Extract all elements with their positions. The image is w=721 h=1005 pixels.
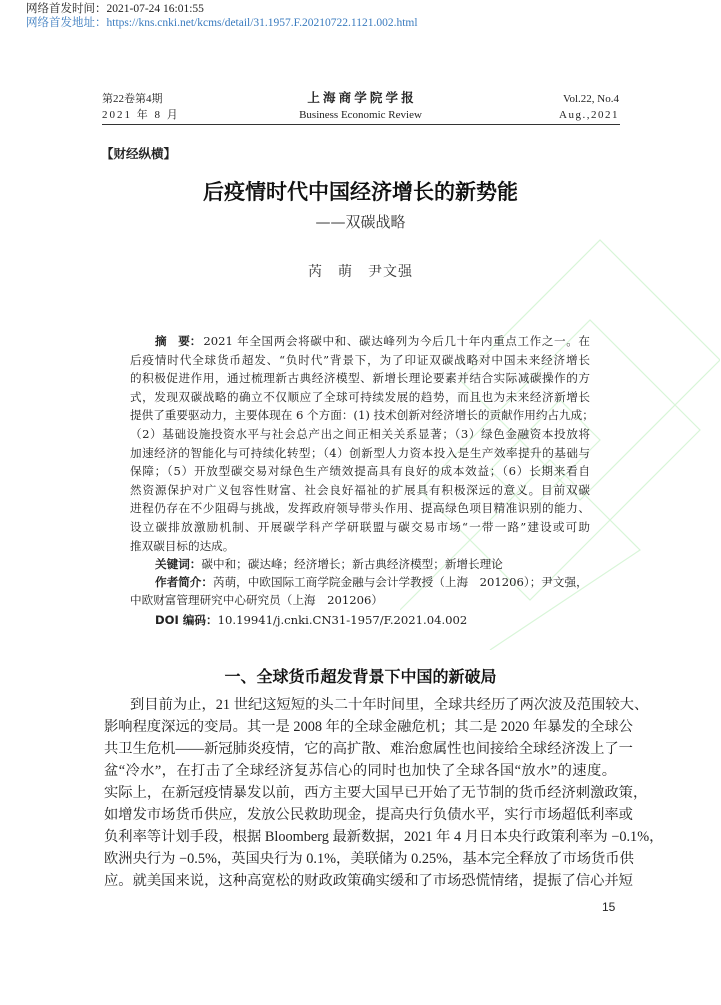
volume-en: Vol.22, No.4 [562, 93, 619, 105]
body-line: 如增发市场货币供应，发放公民救助现金，提高央行负债水平，实行市场超低利率或 [104, 807, 633, 823]
doi-label: DOI 编码： [155, 613, 218, 627]
abstract-line: 提供了重要驱动力，主要体现在 6 个方面：(1) 技术创新对经济增长的贡献作用约占九成； [130, 408, 594, 423]
online-publish-url [26, 16, 418, 30]
volume-cn: 第22卷第4期 [102, 93, 163, 105]
abstract-line: 加速经济的智能化与可持续化转型；（4）创新型人力资本投入是生产效率提升的基础与 [130, 445, 590, 460]
url-link[interactable]: https://kns.cnki.net/kcms/detail/31.1957.F.20210722.1121.002.html [106, 17, 418, 29]
body-line: 实际上，在新冠疫情暴发以前，西方主要大国早已开始了无节制的货币经济刺激政策， [104, 785, 648, 801]
article-title: 后疫情时代中国经济增长的新势能 [203, 180, 518, 204]
abstract-line: 设立碳排放激励机制、开展碳学科产学研联盟与碳交易市场“一带一路”建设或可助 [130, 520, 590, 534]
abstract-first-line [155, 334, 590, 348]
abstract-line: 然资源保护对广义包容性财富、社会良好福祉的扩展具有积极深远的意义。目前双碳 [130, 482, 590, 497]
abstract-line: （2）基础设施投资水平与社会总产出之间正相关关系显著；（3）绿色金融资本投放将 [130, 427, 590, 441]
page-number: 15 [602, 900, 616, 914]
abstract-line: 2021 年全国两会将碳中和、碳达峰列为今后几十年内重点工作之一。在 [203, 334, 590, 348]
doi-value[interactable]: 10.19941/j.cnki.CN31-1957/F.2021.04.002 [217, 613, 468, 627]
author-intro [155, 575, 588, 589]
date-cn: 2021 年 8 月 [102, 109, 180, 121]
time-value: 2021-07-24 16:01:55 [106, 3, 204, 15]
abstract-label: 摘 要： [155, 334, 202, 348]
body-line: 应。就美国来说，这种高宽松的财政政策确实缓和了市场恐慌情绪，提振了信心并短 [104, 873, 633, 889]
doi [155, 613, 467, 627]
column-tag: 【财经纵横】 [101, 146, 177, 161]
abstract-line: 的积极促进作用，通过梳理新古典经济模型、新增长理论要素并结合实际减碳操作的方 [130, 371, 590, 386]
body-line: 到目前为止，21 世纪这短短的头二十年时间里，全球共经历了两次波及范围较大、 [130, 697, 649, 713]
body-line: 欧洲央行为 −0.5%，英国央行为 0.1%，美联储为 0.25%，基本完全释放了市场货币供 [104, 851, 634, 867]
abstract-line: 保障；（5）开放型碳交易对绿色生产绩效提高具有良好的成本效益；（6）长期来看自 [130, 464, 590, 479]
time-label: 网络首发时间： [26, 3, 107, 15]
body-line: 共卫生危机——新冠肺炎疫情，它的高扩散、难治愈属性也间接给全球经济泼上了一 [104, 741, 633, 757]
abstract-line: 后疫情时代全球货币超发、“负时代”背景下，为了印证双碳战略对中国未来经济增长 [130, 352, 590, 367]
body-line: 盆“冷水”，在打击了全球经济复苏信心的同时也加快了全球各国“放水”的速度。 [104, 763, 616, 779]
abstract-line: 推双碳目标的达成。 [130, 538, 235, 553]
date-en: Aug.,2021 [559, 109, 619, 121]
keywords-label: 关键词： [155, 557, 202, 571]
keywords-value: 碳中和；碳达峰；经济增长；新古典经济模型；新增长理论 [201, 557, 503, 571]
journal-name-cn: 上 海 商 学 院 学 报 [307, 91, 414, 105]
author-intro-line: 芮萌，中欧国际工商学院金融与会计学教授（上海 201206）；尹文强， [212, 575, 588, 589]
journal-name-en: Business Economic Review [299, 109, 422, 121]
online-publish-time [26, 2, 204, 16]
author-intro-line: 中欧财富管理研究中心研究员（上海 201206） [130, 593, 383, 607]
section-heading: 一、全球货币超发背景下中国的新破局 [224, 667, 497, 686]
body-line: 影响程度深远的变局。其一是 2008 年的全球金融危机；其二是 2020 年暴发的全球公 [104, 719, 633, 735]
keywords [155, 557, 503, 571]
body-line: 负利率等计划手段，根据 Bloomberg 最新数据，2021 年 4 月日本央行政策利率为 −0.1%， [104, 829, 664, 845]
abstract-line: 式，发现双碳战略的确立不仅顺应了全球可持续发展的趋势，而且也为未来经济新增长 [130, 389, 590, 404]
article-authors: 芮 萌 尹文强 [308, 264, 413, 280]
url-label: 网络首发地址： [26, 17, 107, 29]
header-rule [102, 124, 620, 125]
article-subtitle: ——双碳战略 [315, 213, 406, 231]
author-intro-label: 作者简介： [155, 575, 213, 589]
abstract-line: 进程仍存在不少阻碍与挑战，发挥政府领导带头作用、提高绿色项目精准识别的能力、 [130, 501, 590, 516]
